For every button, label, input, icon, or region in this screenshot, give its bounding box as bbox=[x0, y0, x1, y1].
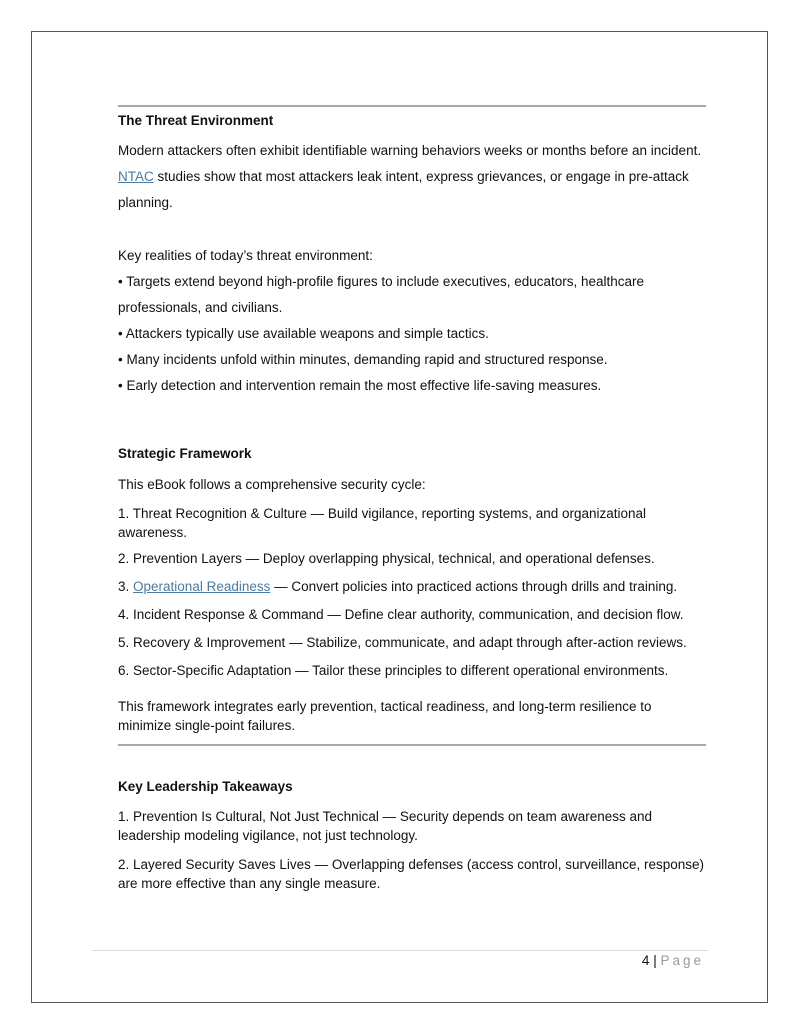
framework-item-2: 2. Prevention Layers — Deploy overlapping physical, technical, and operational defenses. bbox=[118, 551, 655, 566]
threat-text-a: Modern attackers often exhibit identifiable warning behaviors weeks or months before an incident. bbox=[118, 143, 702, 158]
framework-closing: This framework integrates early prevention, tactical readiness, and long-term resilience to minimize single-point failures. bbox=[118, 699, 652, 733]
framework-item-1: 1. Threat Recognition & Culture — Build vigilance, reporting systems, and organizational awareness. bbox=[118, 506, 647, 540]
framework-intro: This eBook follows a comprehensive security cycle: bbox=[118, 477, 426, 492]
key-realities-intro: Key realities of today’s threat environment: bbox=[118, 248, 373, 263]
framework-item-4: 4. Incident Response & Command — Define clear authority, communication, and decision flow. bbox=[118, 607, 684, 622]
list-item: • Early detection and intervention remain the most effective life-saving measures. bbox=[118, 378, 602, 393]
item-text: — Convert policies into practiced actions through drills and training. bbox=[274, 579, 678, 594]
takeaway-item-2: 2. Layered Security Saves Lives — Overlapping defenses (access control, surveillance, response) are more effective than any single measure. bbox=[118, 857, 705, 891]
threat-text-b: studies show that most attackers leak intent, express grievances, or engage in pre-attack planning. bbox=[118, 169, 689, 210]
ntac-link[interactable]: NTAC bbox=[118, 169, 154, 184]
framework-item-5: 5. Recovery & Improvement — Stabilize, communicate, and adapt through after-action reviews. bbox=[118, 635, 687, 650]
page-footer bbox=[642, 953, 704, 968]
footer-divider bbox=[92, 950, 708, 951]
framework-item-3 bbox=[118, 577, 708, 596]
footer-separator: | bbox=[653, 953, 657, 968]
operational-readiness-link[interactable]: Operational Readiness bbox=[133, 579, 271, 594]
item-number: 3. bbox=[118, 579, 130, 594]
threat-heading: The Threat Environment bbox=[118, 113, 274, 128]
threat-paragraph bbox=[118, 138, 708, 216]
list-item: • Many incidents unfold within minutes, demanding rapid and structured response. bbox=[118, 352, 608, 367]
takeaways-heading: Key Leadership Takeaways bbox=[118, 779, 293, 794]
section-divider bbox=[118, 744, 706, 746]
page-label: Page bbox=[660, 953, 704, 968]
takeaway-item-1: 1. Prevention Is Cultural, Not Just Technical — Security depends on team awareness and leadership modeling vigilance, not just technology. bbox=[118, 809, 653, 843]
list-item: • Targets extend beyond high-profile figures to include executives, educators, healthcare professionals, and civilians. bbox=[118, 274, 645, 315]
bullet-list bbox=[118, 269, 708, 399]
framework-item-6: 6. Sector-Specific Adaptation — Tailor these principles to different operational environments. bbox=[118, 663, 669, 678]
section-divider bbox=[118, 105, 706, 107]
list-item: • Attackers typically use available weapons and simple tactics. bbox=[118, 326, 489, 341]
page-number: 4 bbox=[641, 953, 650, 968]
framework-heading: Strategic Framework bbox=[118, 446, 252, 461]
